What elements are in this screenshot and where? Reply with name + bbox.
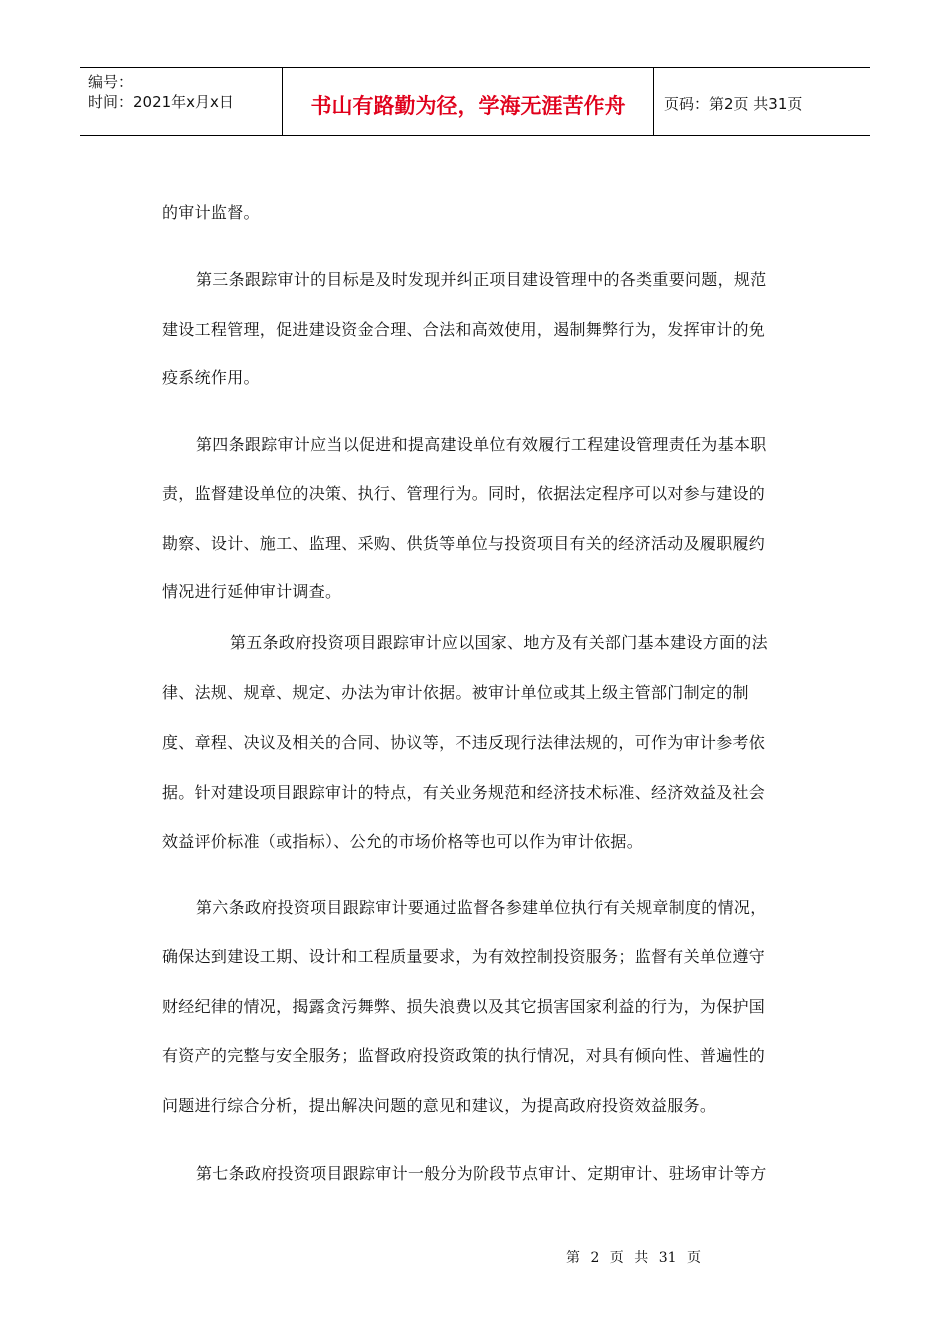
body-line: 度、章程、决议及相关的合同、协议等，不违反现行法律法规的，可作为审计参考依 <box>162 733 766 752</box>
header-motto: 书山有路勤为径，学海无涯苦作舟 <box>310 94 626 118</box>
body-line: 疫系统作用。 <box>162 368 260 387</box>
body-line: 第五条政府投资项目跟踪审计应以国家、地方及有关部门基本建设方面的法 <box>230 633 768 652</box>
body-line: 责，监督建设单位的决策、执行、管理行为。同时，依据法定程序可以对参与建设的 <box>162 484 766 503</box>
body-line: 第四条跟踪审计应当以促进和提高建设单位有效履行工程建设管理责任为基本职 <box>196 435 767 454</box>
page-footer: 第 2 页 共 31 页 <box>566 1250 701 1266</box>
header-page-info: 页码：第2页 共31页 <box>664 95 803 113</box>
body-line: 确保达到建设工期、设计和工程质量要求，为有效控制投资服务；监督有关单位遵守 <box>162 947 766 966</box>
document-date-label: 时间：2021年x月x日 <box>88 93 234 111</box>
body-line: 第六条政府投资项目跟踪审计要通过监督各参建单位执行有关规章制度的情况， <box>196 898 767 917</box>
document-number-label: 编号： <box>88 73 134 91</box>
body-line: 建设工程管理，促进建设资金合理、合法和高效使用，遏制舞弊行为，发挥审计的免 <box>162 320 766 339</box>
header-page-cell <box>654 68 870 135</box>
body-line: 效益评价标准（或指标）、公允的市场价格等也可以作为审计依据。 <box>162 832 644 851</box>
body-line: 勘察、设计、施工、监理、采购、供货等单位与投资项目有关的经济活动及履职履约 <box>162 534 766 553</box>
body-line: 有资产的完整与安全服务；监督政府投资政策的执行情况，对具有倾向性、普遍性的 <box>162 1046 766 1065</box>
body-line: 第三条跟踪审计的目标是及时发现并纠正项目建设管理中的各类重要问题，规范 <box>196 270 767 289</box>
header-motto-cell <box>282 68 654 135</box>
body-line: 问题进行综合分析，提出解决问题的意见和建议，为提高政府投资效益服务。 <box>162 1096 717 1115</box>
body-line: 情况进行延伸审计调查。 <box>162 582 342 601</box>
body-line: 财经纪律的情况，揭露贪污舞弊、损失浪费以及其它损害国家利益的行为，为保护国 <box>162 997 766 1016</box>
body-line: 据。针对建设项目跟踪审计的特点，有关业务规范和经济技术标准、经济效益及社会 <box>162 783 766 802</box>
body-line: 的审计监督。 <box>162 203 260 222</box>
document-header <box>80 67 870 136</box>
body-line: 律、法规、规章、规定、办法为审计依据。被审计单位或其上级主管部门制定的制 <box>162 683 749 702</box>
body-line: 第七条政府投资项目跟踪审计一般分为阶段节点审计、定期审计、驻场审计等方 <box>196 1164 767 1183</box>
header-meta-cell <box>80 68 282 135</box>
